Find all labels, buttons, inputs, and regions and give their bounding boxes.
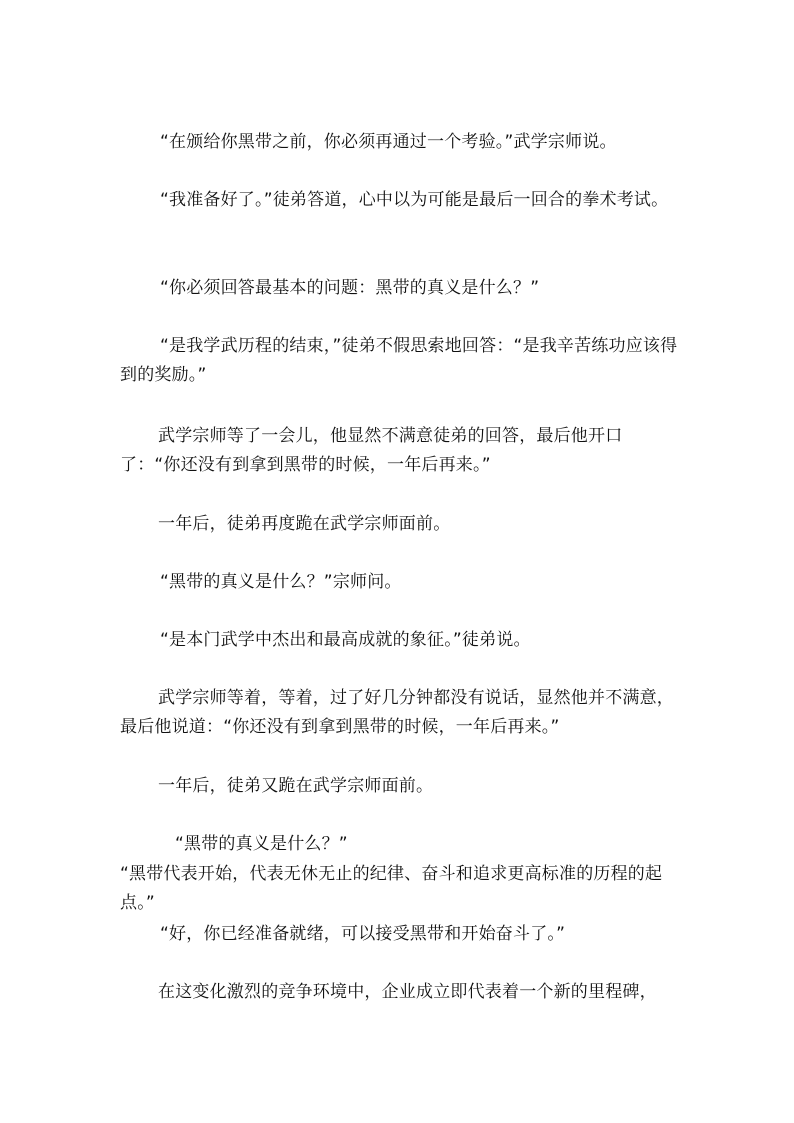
paragraph: 武学宗师等着，等着，过了好几分钟都没有说话，显然他并不满意，最后他说道：“你还没有到拿到黑带的时候，一年后再来。” — [120, 688, 674, 737]
paragraph: “黑带代表开始，代表无休无止的纪律、奋斗和追求更高标准的历程的起点。” — [120, 864, 663, 913]
paragraph: 一年后，徒弟又跪在武学宗师面前。 — [158, 776, 434, 796]
paragraph: 一年后，徒弟再度跪在武学宗师面前。 — [158, 514, 451, 534]
paragraph: “是我学武历程的结束，”徒弟不假思索地回答：“是我辛苦练功应该得到的奖励。” — [120, 336, 678, 385]
paragraph: “我准备好了。”徒弟答道，心中以为可能是最后一回合的拳术考试。 — [160, 190, 669, 210]
paragraph: “好，你已经准备就绪，可以接受黑带和开始奋斗了。” — [160, 924, 566, 944]
paragraph: 武学宗师等了一会儿，他显然不满意徒弟的回答，最后他开口了：“你还没有到拿到黑带的时候，一年后再来。” — [120, 426, 623, 475]
paragraph: “黑带的真义是什么？” — [175, 834, 348, 854]
paragraph: “是本门武学中杰出和最高成就的象征。”徒弟说。 — [160, 630, 531, 650]
paragraph: “你必须回答最基本的问题：黑带的真义是什么？” — [160, 278, 540, 298]
paragraph: “在颁给你黑带之前，你必须再通过一个考验。”武学宗师说。 — [160, 132, 617, 152]
paragraph: “黑带的真义是什么？”宗师问。 — [160, 572, 402, 592]
paragraph: 在这变化激烈的竞争环境中，企业成立即代表着一个新的里程碑， — [158, 982, 657, 1002]
